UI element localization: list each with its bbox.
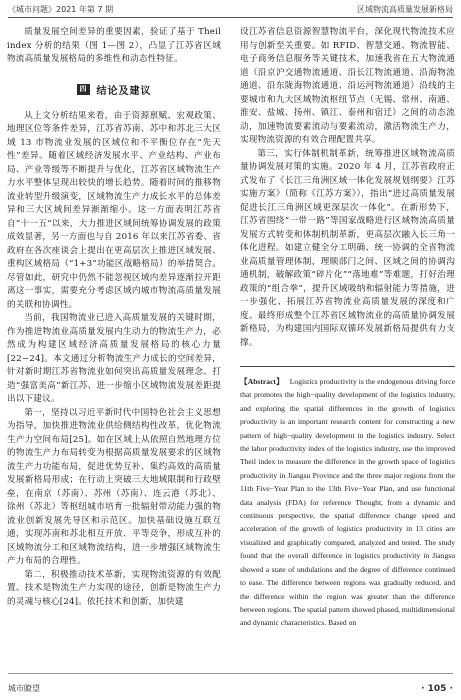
left-paragraph-1: 质量发展空间差异的重要因素，验证了基于 Theil index 分析的结果（图 1—图 2），凸显了江苏省区域物流高质量发展格局的多维性和动态性特征。 <box>7 27 221 64</box>
section-number: 四 <box>77 84 90 95</box>
right-column <box>240 26 455 666</box>
article-topic: 区域物流高质量发展新格局 <box>357 4 453 14</box>
abstract-block <box>240 375 455 630</box>
left-paragraph-4: 第一，坚持以习近平新时代中国特色社会主义思想为指导，加快推进物流业供给侧结构性改革，优化物流生产力空间布局[25]。如在区域上从依照自然地理方位的物流生产力布局转变为根据高质量发展要求的区域物流生产力功能布局，促进优势互补、集约高效的高质量发展新格局形成；在行动上突破三大地域限制和行政壁垒，在南京（苏南）、苏州（苏南）、连云港（苏北）、徐州（苏北）等枢纽城市培育一批辐射带动能力强的物流业创新发展先导区和示范区。加快基础设施互联互通，实现苏南和苏北相互开放、平等竞争，形成互补的区域物流分工和区域物流结构，进一步增强区域物流生产力布局的合理性。 <box>7 407 221 566</box>
abstract-label: 【Abstract】 <box>240 377 284 386</box>
left-paragraph-5: 第二，积极推动技术革新，实现物流资源的有效配置。技术是物流生产力实现的途径，创新是物流生产力的灵魂与核心[24]。依托技术和创新，加快建 <box>7 569 221 607</box>
abstract-text: Logistics productivity is the endogenous driving force that promotes the high−quality development of the logistics industry, and exploring the spatial differences in the growth of logistics productivity is an important research content for constructing a new pattern of high−quality development in the logistics industry. Select the labor productivity index of the logistics industry, use the improved Theil index to measure the difference in the growth space of logistics productivity in Jiangsu Province and the three major regions from the 11th Five−Year Plan to the 13th Five−Year Plan, and use functional data analysis (FDA) for reference Thought, from a dynamic and continuous perspective, the spatial difference change speed and acceleration of the growth of logistics productivity in 13 cities are visualized and graphically compared, analyzed and tested. The study found that the overall difference in logistics productivity in Jiangsu showed a state of undulations and the degree of difference continued to ease. The difference between regions was gradually reduced, and the difference within the region was greater than the difference between regions. The spatial pattern showed phased, multidimensional and dynamic characteristics. Based on <box>240 377 455 628</box>
section-heading <box>7 82 221 97</box>
left-paragraph-2: 从上文分析结果来看，由于资源禀赋、宏观政策、地理区位等条件差异，江苏省苏南、苏中和苏北三大区域 13 市物流业发展的区域位和不平衡位存在“先天性”差异。随着区域经济发展水平、产业结构、产业布局、产业等级等不断提升与优化，江苏省区域物流生产力水平整体呈现出较快的增长趋势。随着时间的推移物流业转型升级演变，区域物流生产力成长水平的总体差异和三大区域间差异渐渐缩小。这一方面表明江苏省自“十一五”以来，大力推进区域间统筹协调发展的政策成效显著，另一方面也与自 2016 年以来江苏省委、省政府在各次座谈会上提出在更高层次上推进区域发展、重构区域格局（“1+3”功能区战略格局）的举措契合。尽管如此，研究中仍然不能忽视区域内差异逐渐拉开距离这一事实，需要充分考虑区域内城市物流高质量发展的关联和协调性。 <box>7 110 221 310</box>
section-title: 结论及建议 <box>96 85 152 97</box>
abstract-divider <box>240 366 455 367</box>
left-column <box>7 26 221 666</box>
column-name: 城市瞭望 <box>8 684 40 693</box>
right-paragraph-1: 设江苏省信息资源智慧物流平台，深化现代物流技术应用与创新至关重要。如 RFID、智慧交通、物流智能、电子商务信息服务等关键技术，加速我省在五大物流通道（沿京沪交通物流通道、沿长江物流通道、沿海物流通道、沿东陇海物流通道、沿运河物流通道）沿线的主要城市和九大区域物流枢纽节点（无锡、常州、南通、淮安、盐城、扬州、镇江、泰州和宿迁）之间的动态流动，加速物流要素流动与要素流动，激活物流生产力，实现物流资源的有效合理配置共享。 <box>240 27 455 145</box>
journal-issue: 《城市问题》2021 年第 7 期 <box>8 4 114 14</box>
header-rule <box>8 17 453 18</box>
left-paragraph-3: 当前，我国物流业已进入高质量发展的关键时期，作为推进物流业高质量发展内生动力的物流生产力，必然成为构建区域经济高质量发展格局的核心力量[22−24]。本文通过分析物流生产力成长的空间差异，针对新时期江苏省物流业如何突出高质量发展理念、打造“强富美高”新江苏、进一步缩小区域物流发展差距提出以下建议。 <box>7 313 221 404</box>
running-header <box>8 2 453 16</box>
right-paragraph-2: 第三，实行体制机制革新，统筹推进区域物流高质量协调发展对策的实施。2020 年 4 月，江苏省政府正式发布了《长江三角洲区域一体化发展规划纲要》江苏实施方案》（简称《江苏方案》），指出“进过高质量发展促进长江三角洲区域更深层次一体化”。在新形势下，江苏省围绕“一带一路”等国家战略进行区域物流高质量发展方式转变和体制机制革新，更高层次融入长三角一体化进程。如建立健全分工明确、统一协调的全省物流业高质量管理体制，理顺部门之间、区域之间的协调沟通机制，破解政策“碎片化”“落地难”等难题，打好治理政策的“组合拳”，提升区域吸纳和辐射能力等措施，进一步强化、拓展江苏省物流业高质量发展的深度和广度。最终形成整个江苏省区域物流业的高质量协调发展新格局，为构建国内国际双循环发展新格局提供有力支撑。 <box>240 148 455 348</box>
running-footer <box>8 674 453 694</box>
page-number: · 105 · <box>421 684 453 694</box>
